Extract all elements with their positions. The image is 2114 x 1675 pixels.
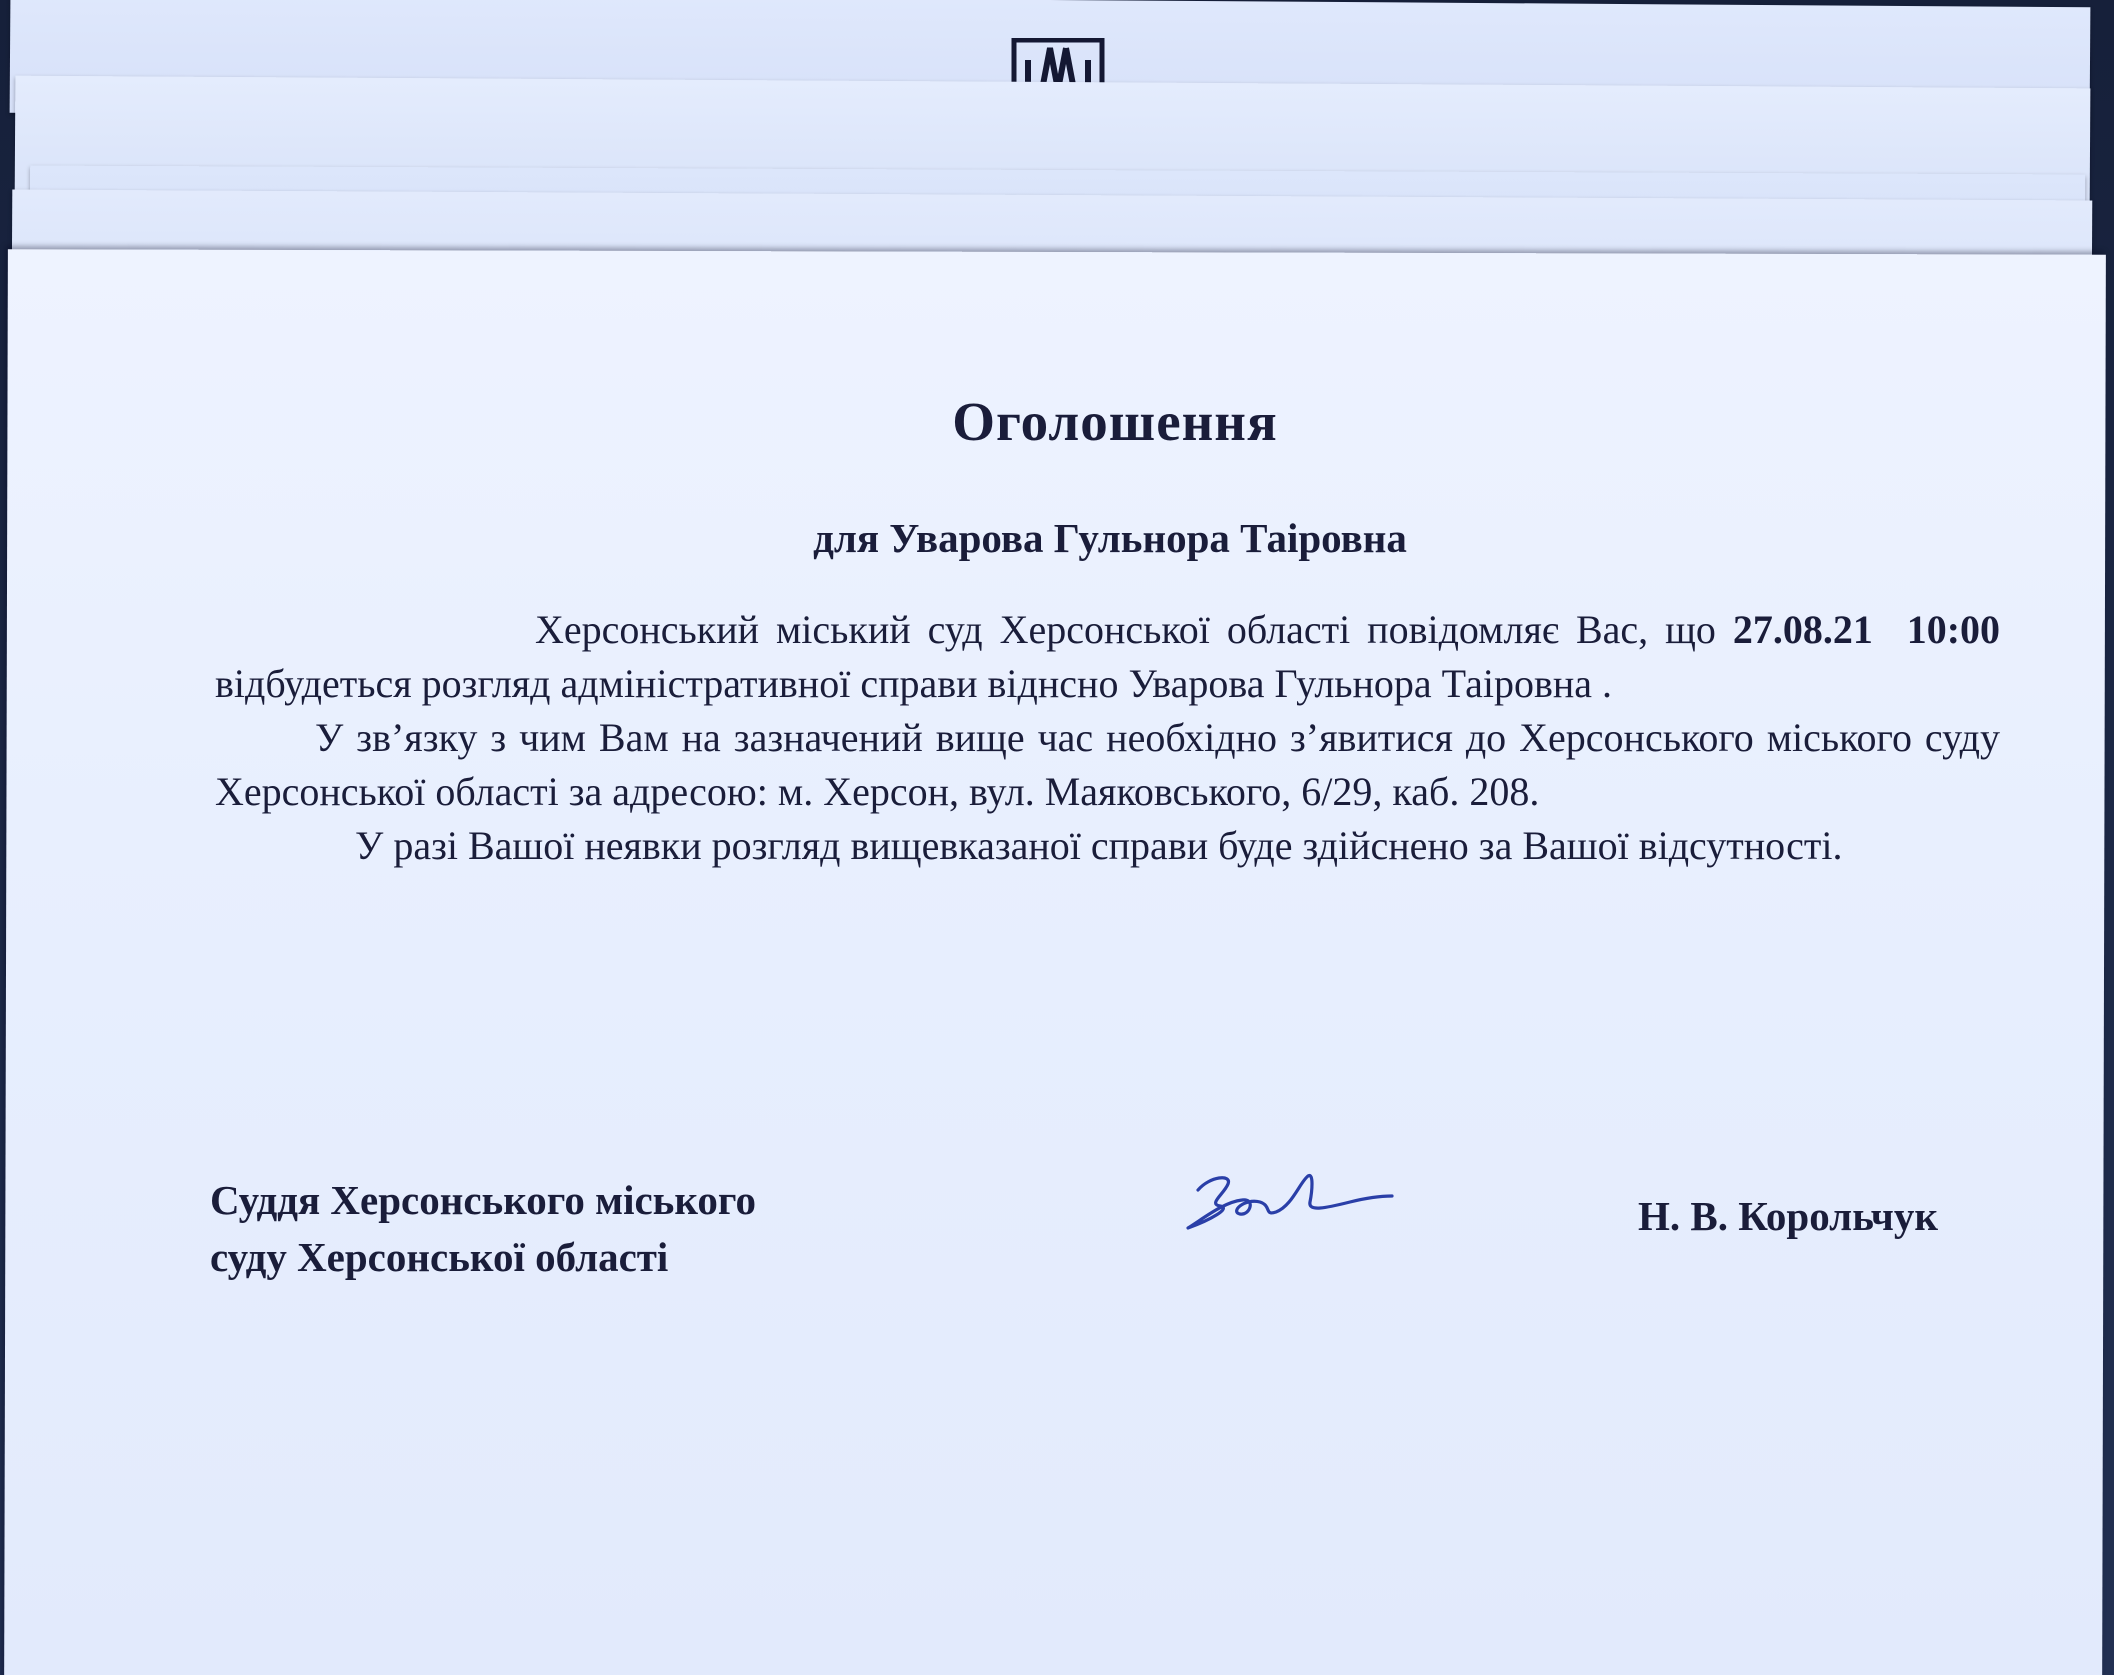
judge-position-line-1: Суддя Херсонського міського (210, 1177, 757, 1223)
judge-position (210, 1172, 756, 1286)
notice-paragraph-1 (215, 603, 2000, 711)
paragraph-1-tail: відбудеться розгляд адміністративної справи віднсно Уварова Гульнора Таіровна . (215, 661, 1613, 706)
notice-recipient: для Уварова Гульнора Таіровна (813, 515, 1407, 561)
judge-name: Н. В. Корольчук (1638, 1193, 1938, 1239)
judge-position-line-2: суду Херсонської області (210, 1234, 669, 1280)
paragraph-1-lead: Херсонський міський суд Херсонської області повідомляє Вас, що (535, 607, 1733, 652)
hearing-time: 10:00 (1906, 607, 2001, 652)
notice-body (215, 603, 2000, 873)
notice-paragraph-2: У зв’язку з чим Вам на зазначений вище час необхідно з’явитися до Херсонського міського суду Херсонської області за адресою: м. Херсон, вул. Маяковського, 6/29, каб. 208. (215, 715, 2000, 814)
notice-title: Оголошення (952, 391, 1278, 452)
handwritten-signature (1180, 1162, 1400, 1242)
notice-paragraph-3: У разі Вашої неявки розгляд вищевказаної справи буде здійснено за Вашої відсутності. (355, 823, 1843, 868)
hearing-date: 27.08.21 (1732, 607, 1873, 652)
